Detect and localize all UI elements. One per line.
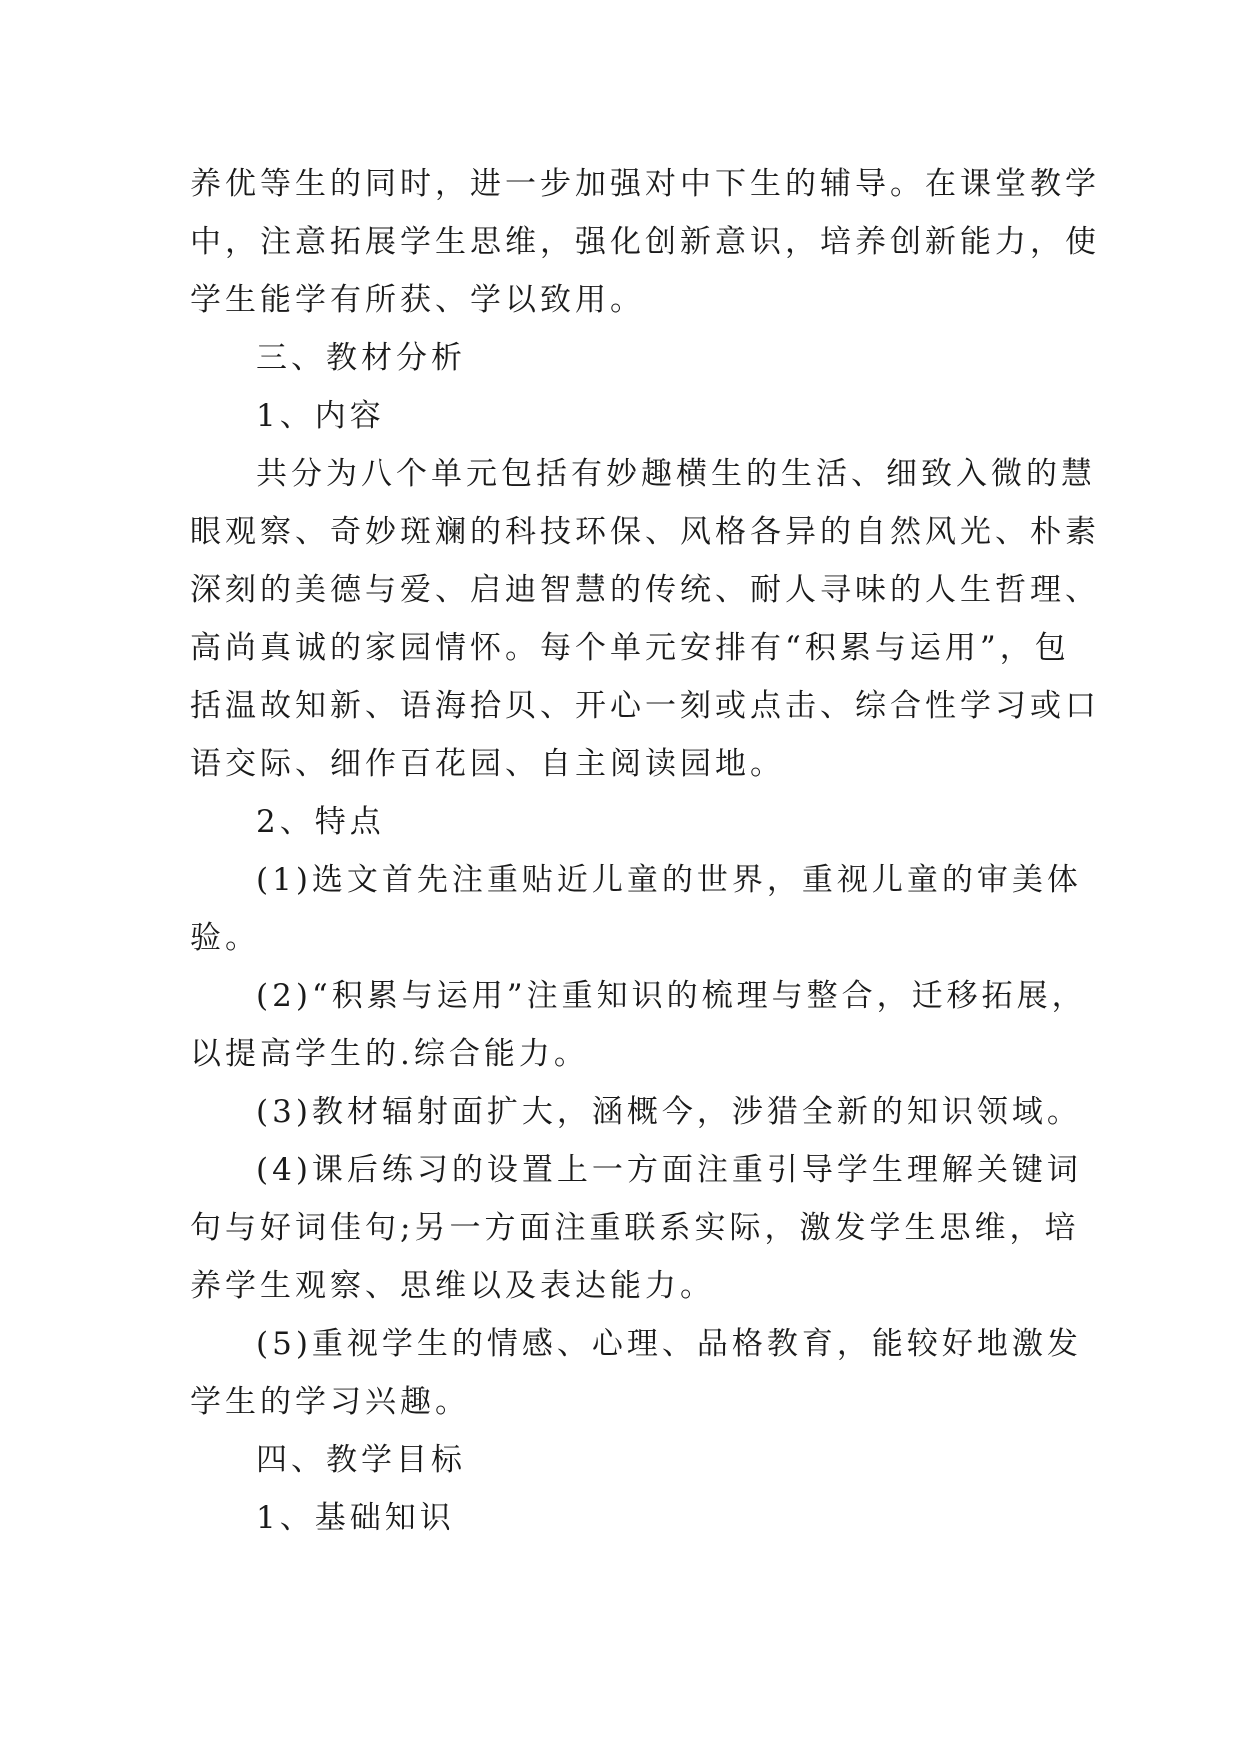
list-item: (2)“积累与运用”注重知识的梳理与整合，迁移拓展， — [256, 978, 1087, 1014]
text-line: 括温故知新、语海拾贝、开心一刻或点击、综合性学习或口 — [190, 688, 1100, 724]
subsection-heading: 1、基础知识 — [256, 1500, 455, 1536]
section-heading: 三、教材分析 — [256, 340, 466, 376]
section-heading: 四、教学目标 — [256, 1442, 466, 1478]
text-line: 学生的学习兴趣。 — [190, 1384, 470, 1420]
text-line: 高尚真诚的家园情怀。每个单元安排有“积累与运用”，包 — [190, 630, 1070, 666]
list-item: (1)选文首先注重贴近儿童的世界，重视儿童的审美体 — [256, 862, 1082, 898]
paragraph-start: 共分为八个单元包括有妙趣横生的生活、细致入微的慧 — [256, 456, 1096, 492]
list-item: (3)教材辐射面扩大，涵概今，涉猎全新的知识领域。 — [256, 1094, 1082, 1130]
text-line: 深刻的美德与爱、启迪智慧的传统、耐人寻味的人生哲理、 — [190, 572, 1100, 608]
text-line: 学生能学有所获、学以致用。 — [190, 282, 645, 318]
list-item: (5)重视学生的情感、心理、品格教育，能较好地激发 — [256, 1326, 1082, 1362]
list-item: (4)课后练习的设置上一方面注重引导学生理解关键词 — [256, 1152, 1082, 1188]
text-line: 养优等生的同时，进一步加强对中下生的辅导。在课堂教学 — [190, 166, 1100, 202]
subsection-heading: 1、内容 — [256, 398, 385, 434]
text-line: 句与好词佳句;另一方面注重联系实际，激发学生思维，培 — [190, 1210, 1080, 1246]
text-line: 中，注意拓展学生思维，强化创新意识，培养创新能力，使 — [190, 224, 1100, 260]
subsection-heading: 2、特点 — [256, 804, 385, 840]
document-body — [190, 155, 1100, 1547]
text-line: 验。 — [190, 920, 260, 956]
text-line: 语交际、细作百花园、自主阅读园地。 — [190, 746, 785, 782]
text-line: 眼观察、奇妙斑斓的科技环保、风格各异的自然风光、朴素 — [190, 514, 1100, 550]
text-line: 以提高学生的.综合能力。 — [190, 1036, 589, 1072]
text-line: 养学生观察、思维以及表达能力。 — [190, 1268, 715, 1304]
